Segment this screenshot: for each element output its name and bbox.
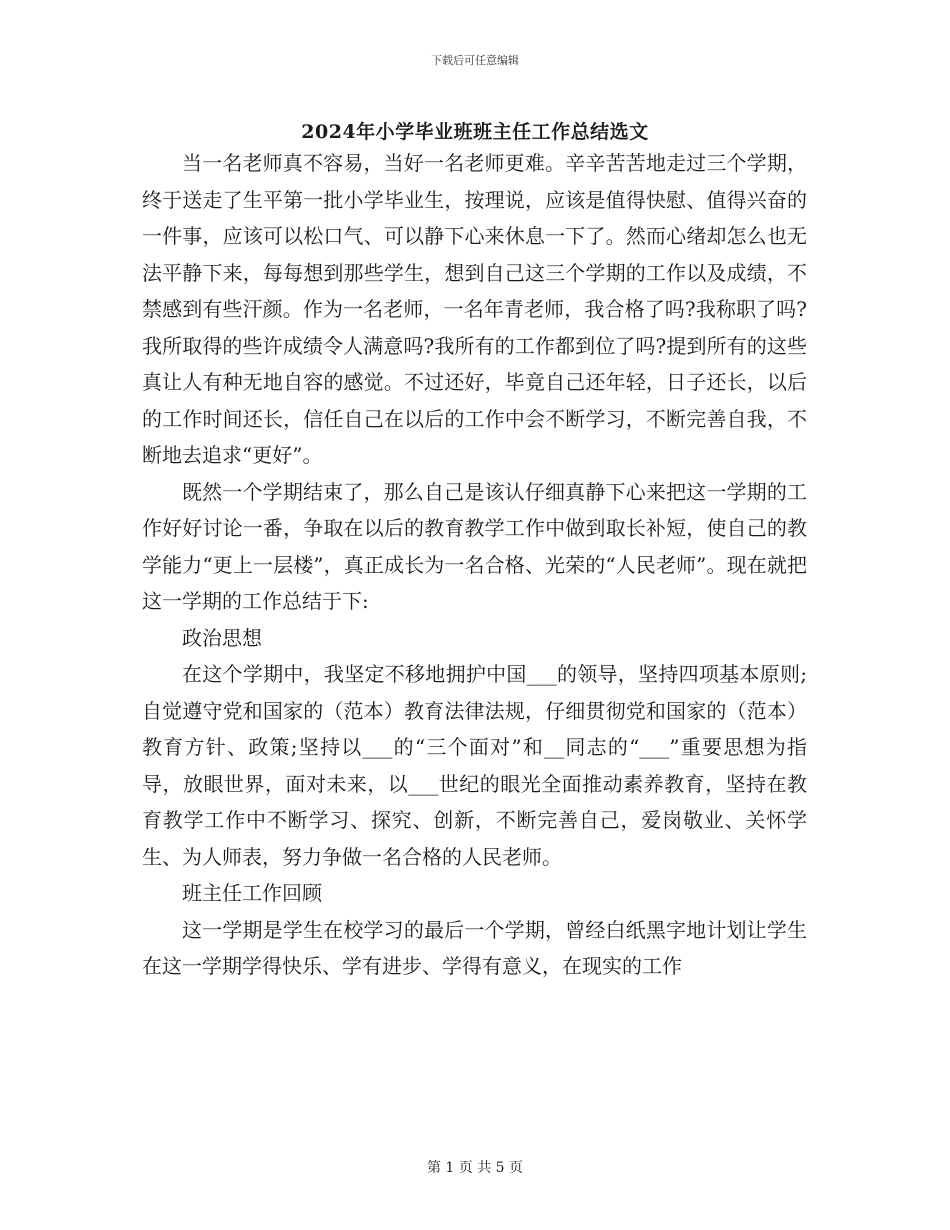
page-number: 第 1 页 共 5 页 [426, 1160, 524, 1176]
section-heading-class-teacher: 班主任工作回顾 [182, 881, 322, 905]
section-heading-politics: 政治思想 [182, 625, 262, 650]
paragraph-politics: 在这个学期中，我坚定不移地拥护中国___的领导，坚持四项基本原则;自觉遵守党和国家的（范本）教育法律法规，仔细贯彻党和国家的（范本）教育方针、政策;坚持以___的“三个面对”和__同志的“___”重要思想为指导，放眼世界，面对未来，以___世纪的眼光全面推动素养教育，坚持在教育教学工作中不断学习、探究、创新，不断完善自己，爱岗敬业、关怀学生、为人师表，努力争做一名合格的人民老师。 [142, 662, 807, 869]
document-title: 2024年小学毕业班班主任工作总结选文 [301, 121, 649, 143]
paragraph-class-teacher: 这一学期是学生在校学习的最后一个学期，曾经白纸黑字地计划让学生在这一学期学得快乐、学有进步、学得有意义，在现实的工作 [142, 917, 807, 978]
page-header-note: 下载后可任意编辑 [431, 54, 519, 67]
paragraph-review: 既然一个学期结束了，那么自己是该认仔细真静下心来把这一学期的工作好好讨论一番，争取在以后的教育教学工作中做到取长补短，使自己的教学能力“更上一层楼”，真正成长为一名合格、光荣的“人民老师”。现在就把这一学期的工作总结于下: [142, 479, 807, 613]
paragraph-intro: 当一名老师真不容易，当好一名老师更难。辛辛苦苦地走过三个学期，终于送走了生平第一批小学毕业生，按理说，应该是值得快慰、值得兴奋的一件事，应该可以松口气、可以静下心来休息一下了。然而心绪却怎么也无法平静下来，每每想到那些学生，想到自己这三个学期的工作以及成绩，不禁感到有些汗颜。作为一名老师，一名年青老师，我合格了吗?我称职了吗?我所取得的些许成绩令人满意吗?我所有的工作都到位了吗?提到所有的这些真让人有种无地自容的感觉。不过还好，毕竟自己还年轻，日子还长，以后的工作时间还长，信任自己在以后的工作中会不断学习，不断完善自我，不断地去追求“更好”。 [142, 151, 807, 467]
document-body [142, 145, 807, 985]
